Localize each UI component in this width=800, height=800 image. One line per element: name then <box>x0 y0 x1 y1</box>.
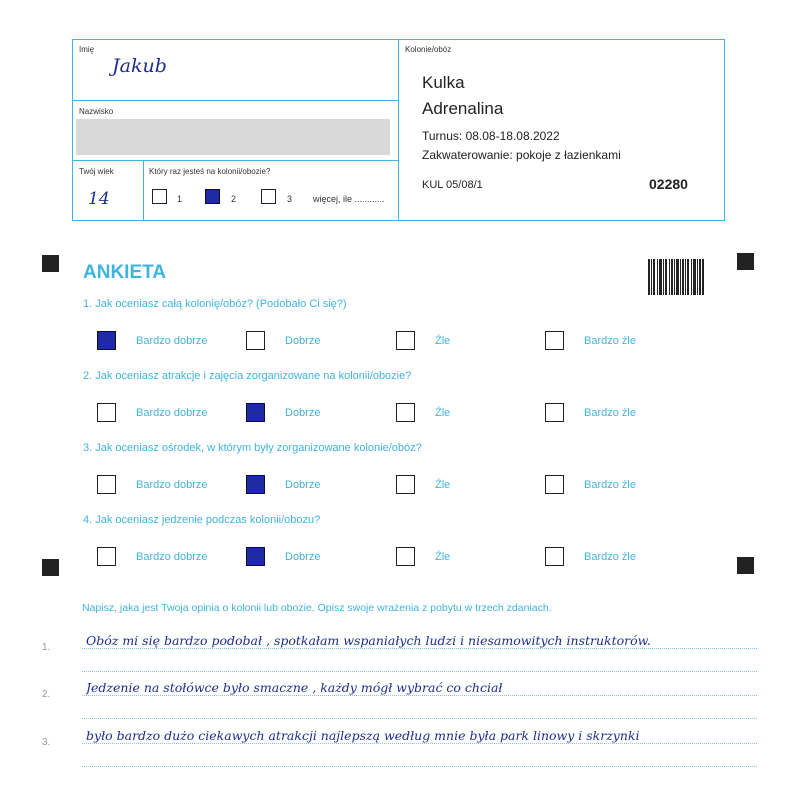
question-3-option-2-label: Dobrze <box>285 479 321 491</box>
visit-option-1: 1 <box>177 194 183 204</box>
visit-checkbox-2[interactable] <box>205 189 220 204</box>
question-2-option-3-label: Źle <box>435 407 451 419</box>
opinion-line-2-number: 2. <box>42 689 51 700</box>
question-4-checkbox-2[interactable] <box>246 547 265 566</box>
age-value: 14 <box>88 189 110 209</box>
header-divider-2 <box>72 160 398 161</box>
surname-label: Nazwisko <box>79 107 114 116</box>
name-value: Jakub <box>112 55 167 77</box>
camp-label: Kolonie/obóz <box>405 45 452 54</box>
survey-title: ANKIETA <box>83 262 167 283</box>
opinion-line-2-text: Jedzenie na stołówce było smaczne , każdy mógł wybrać co chciał <box>86 680 503 695</box>
question-2-checkbox-2[interactable] <box>246 403 265 422</box>
surname-redacted <box>76 119 390 155</box>
question-4-option-2-label: Dobrze <box>285 551 321 563</box>
opinion-line-3-number: 3. <box>42 737 51 748</box>
question-1-checkbox-2[interactable] <box>246 331 265 350</box>
accommodation: Zakwaterowanie: pokoje z łazienkami <box>422 148 621 162</box>
question-2-checkbox-4[interactable] <box>545 403 564 422</box>
camp-name-1: Kulka <box>422 73 465 92</box>
opinion-line-3-dots <box>82 743 757 744</box>
opinion-line-3-dots-extra <box>82 766 757 767</box>
question-4-checkbox-4[interactable] <box>545 547 564 566</box>
question-3-checkbox-3[interactable] <box>396 475 415 494</box>
question-3-checkbox-4[interactable] <box>545 475 564 494</box>
question-4-option-3-label: Źle <box>435 551 451 563</box>
question-2-option-2-label: Dobrze <box>285 407 321 419</box>
question-3-option-4-label: Bardzo źle <box>584 479 636 491</box>
question-4-text: 4. Jak oceniasz jedzenie podczas kolonii/obozu? <box>83 514 321 526</box>
question-1-text: 1. Jak oceniasz całą kolonię/obóz? (Podobało Ci się?) <box>83 298 347 310</box>
question-3-checkbox-2[interactable] <box>246 475 265 494</box>
question-1-option-4-label: Bardzo źle <box>584 335 636 347</box>
header-divider-1 <box>72 100 398 101</box>
camp-code: KUL 05/08/1 <box>422 179 483 191</box>
registration-marker-top-left <box>42 255 59 272</box>
opinion-prompt: Napisz, jaka jest Twoja opinia o kolonii lub obozie. Opisz swoje wrażenia z pobytu w trzech zdaniach. <box>82 602 552 614</box>
opinion-line-2-dots <box>82 695 757 696</box>
question-1-checkbox-4[interactable] <box>545 331 564 350</box>
opinion-line-1-number: 1. <box>42 642 51 653</box>
registration-marker-top-right <box>737 253 754 270</box>
visit-option-3: 3 <box>287 194 293 204</box>
question-2-checkbox-3[interactable] <box>396 403 415 422</box>
question-4-option-1-label: Bardzo dobrze <box>136 551 208 563</box>
question-3-option-3-label: Źle <box>435 479 451 491</box>
camp-name-2: Adrenalina <box>422 99 504 118</box>
form-number: 02280 <box>649 176 688 192</box>
question-3-checkbox-1[interactable] <box>97 475 116 494</box>
registration-marker-bottom-right <box>737 557 754 574</box>
registration-marker-bottom-left <box>42 559 59 576</box>
question-1-checkbox-1[interactable] <box>97 331 116 350</box>
question-3-text: 3. Jak oceniasz ośrodek, w którym były zorganizowane kolonie/obóz? <box>83 442 422 454</box>
visit-option-more: więcej, ile ............ <box>313 194 385 204</box>
question-4-checkbox-3[interactable] <box>396 547 415 566</box>
visit-checkbox-1[interactable] <box>152 189 167 204</box>
visit-checkbox-3[interactable] <box>261 189 276 204</box>
question-2-option-1-label: Bardzo dobrze <box>136 407 208 419</box>
opinion-line-3-text: było bardzo dużo ciekawych atrakcji najlepszą według mnie była park linowy i skrzynki <box>86 728 640 743</box>
question-4-checkbox-1[interactable] <box>97 547 116 566</box>
barcode <box>648 259 704 295</box>
question-2-option-4-label: Bardzo źle <box>584 407 636 419</box>
name-label: Imię <box>79 45 95 54</box>
question-4-option-4-label: Bardzo źle <box>584 551 636 563</box>
opinion-line-1-dots <box>82 648 757 649</box>
header-divider-3 <box>143 160 144 221</box>
question-1-checkbox-3[interactable] <box>396 331 415 350</box>
visit-label: Który raz jesteś na kolonii/obozie? <box>149 167 271 176</box>
question-2-text: 2. Jak oceniasz atrakcje i zajęcia zorganizowane na kolonii/obozie? <box>83 370 412 382</box>
question-3-option-1-label: Bardzo dobrze <box>136 479 208 491</box>
question-1-option-2-label: Dobrze <box>285 335 321 347</box>
header-divider-vertical <box>398 39 399 221</box>
visit-option-2: 2 <box>231 194 237 204</box>
question-2-checkbox-1[interactable] <box>97 403 116 422</box>
opinion-line-1-dots-extra <box>82 671 757 672</box>
opinion-line-2-dots-extra <box>82 718 757 719</box>
question-1-option-1-label: Bardzo dobrze <box>136 335 208 347</box>
age-label: Twój wiek <box>79 167 114 176</box>
opinion-line-1-text: Obóz mi się bardzo podobał , spotkałam wspaniałych ludzi i niesamowitych instruktorów. <box>86 633 651 648</box>
question-1-option-3-label: Źle <box>435 335 451 347</box>
turnus: Turnus: 08.08-18.08.2022 <box>422 129 560 143</box>
